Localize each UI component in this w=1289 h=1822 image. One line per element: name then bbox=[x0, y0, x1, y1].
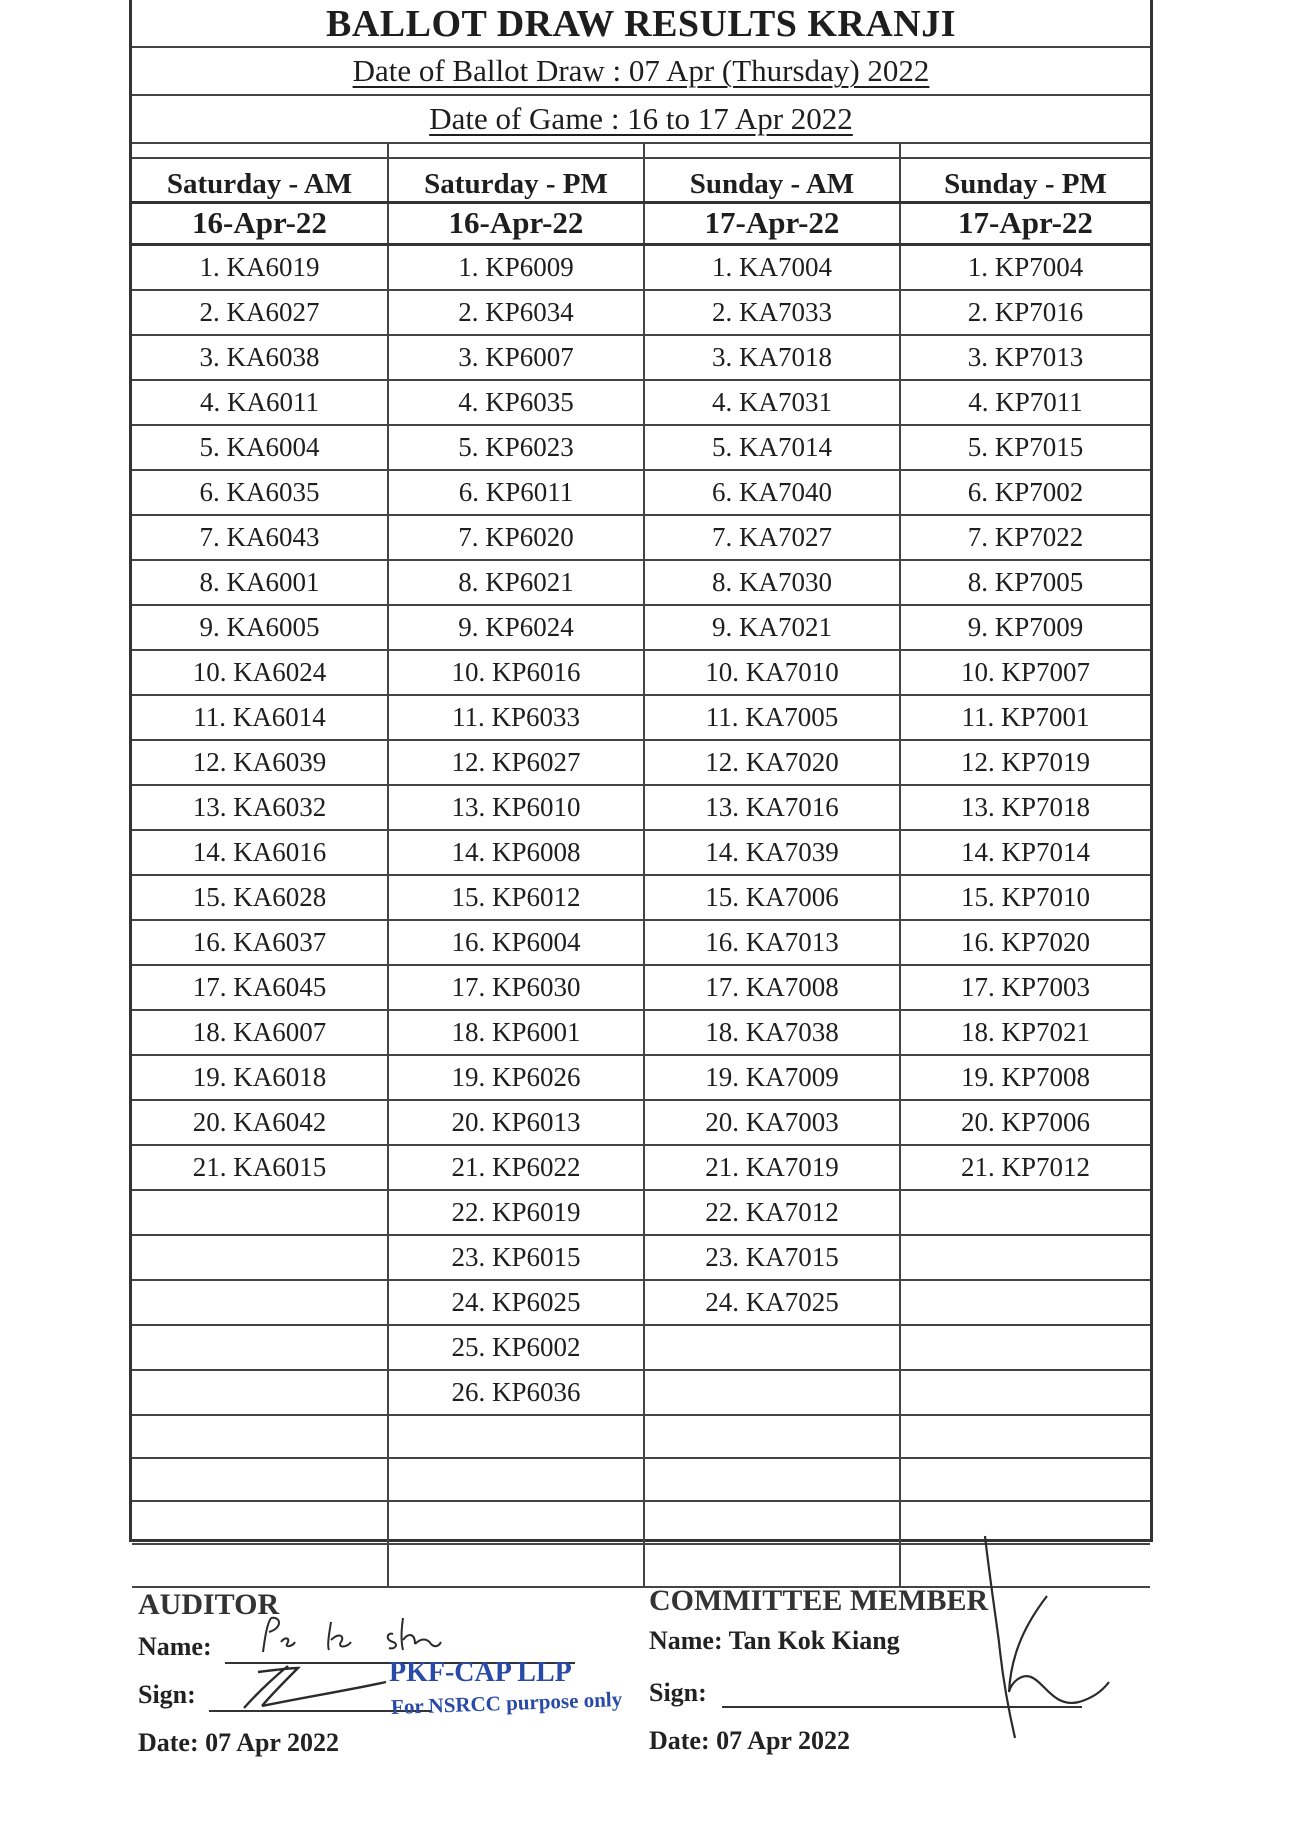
table-row bbox=[132, 560, 1150, 605]
table-row bbox=[132, 380, 1150, 425]
ballot-entry-cell: 24. KP6025 bbox=[388, 1280, 644, 1325]
ballot-entry-cell: 24. KA7025 bbox=[644, 1280, 900, 1325]
auditor-date: Date: 07 Apr 2022 bbox=[138, 1728, 340, 1757]
committee-heading: COMMITTEE MEMBER bbox=[649, 1584, 989, 1617]
ballot-entry-cell: 15. KA6028 bbox=[132, 875, 388, 920]
ballot-entry-cell: 18. KA7038 bbox=[644, 1010, 900, 1055]
ballot-entry-cell: 20. KA6042 bbox=[132, 1100, 388, 1145]
ballot-entry-cell: 10. KA6024 bbox=[132, 650, 388, 695]
ballot-entry-cell bbox=[900, 1458, 1150, 1501]
ballot-entry-cell bbox=[388, 1501, 644, 1544]
ballot-entry-cell: 3. KP7013 bbox=[900, 335, 1150, 380]
ballot-entry-cell bbox=[132, 1544, 388, 1587]
ballot-entry-cell: 10. KP7007 bbox=[900, 650, 1150, 695]
ballot-entry-cell: 2. KP7016 bbox=[900, 290, 1150, 335]
table-row bbox=[132, 1100, 1150, 1145]
auditor-stamp-firm: PKF-CAP LLP bbox=[389, 1657, 572, 1688]
date-header-row bbox=[132, 202, 1150, 244]
ballot-entry-cell: 22. KP6019 bbox=[388, 1190, 644, 1235]
ballot-entry-cell: 23. KA7015 bbox=[644, 1235, 900, 1280]
game-date: Date of Game : 16 to 17 Apr 2022 bbox=[429, 101, 853, 136]
column-header-day: Sunday - PM bbox=[944, 167, 1107, 200]
ballot-entry-cell: 12. KP6027 bbox=[388, 740, 644, 785]
ballot-entry-cell: 4. KP6035 bbox=[388, 380, 644, 425]
ballot-entry-cell: 13. KA7016 bbox=[644, 785, 900, 830]
ballot-entry-cell: 7. KA6043 bbox=[132, 515, 388, 560]
ballot-entry-cell: 16. KA6037 bbox=[132, 920, 388, 965]
column-header-date: 16-Apr-22 bbox=[388, 202, 644, 244]
ballot-entry-cell: 14. KA7039 bbox=[644, 830, 900, 875]
ballot-entry-cell: 10. KP6016 bbox=[388, 650, 644, 695]
table-row bbox=[132, 650, 1150, 695]
ballot-entry-cell: 4. KP7011 bbox=[900, 380, 1150, 425]
ballot-entry-cell: 5. KA7014 bbox=[644, 425, 900, 470]
column-header-day: Sunday - AM bbox=[644, 158, 900, 202]
table-row bbox=[132, 1145, 1150, 1190]
ballot-entry-cell: 21. KA7019 bbox=[644, 1145, 900, 1190]
table-spacer-row bbox=[132, 144, 1150, 158]
ballot-entry-cell: 20. KA7003 bbox=[644, 1100, 900, 1145]
ballot-entry-cell: 26. KP6036 bbox=[388, 1370, 644, 1415]
ballot-entry-cell: 11. KP6033 bbox=[388, 695, 644, 740]
table-row bbox=[132, 830, 1150, 875]
table-row bbox=[132, 1010, 1150, 1055]
ballot-entry-cell bbox=[900, 1235, 1150, 1280]
ballot-entry-cell: 19. KA7009 bbox=[644, 1055, 900, 1100]
ballot-entry-cell: 15. KA7006 bbox=[644, 875, 900, 920]
ballot-entry-cell: 4. KA7031 bbox=[644, 380, 900, 425]
ballot-entry-cell: 15. KP7010 bbox=[900, 875, 1150, 920]
ballot-entry-cell: 6. KA6035 bbox=[132, 470, 388, 515]
table-row bbox=[132, 515, 1150, 560]
ballot-entry-cell: 8. KP6021 bbox=[388, 560, 644, 605]
table-row bbox=[132, 1415, 1150, 1458]
table-row bbox=[132, 1235, 1150, 1280]
auditor-signature bbox=[240, 1660, 390, 1712]
column-header-date: 16-Apr-22 bbox=[132, 202, 388, 244]
auditor-sign-label: Sign: bbox=[138, 1680, 196, 1709]
ballot-entry-cell: 12. KA7020 bbox=[644, 740, 900, 785]
ballot-entry-cell: 17. KA7008 bbox=[644, 965, 900, 1010]
ballot-entry-cell: 16. KA7013 bbox=[644, 920, 900, 965]
ballot-entry-cell bbox=[132, 1415, 388, 1458]
ballot-entry-cell: 7. KP6020 bbox=[388, 515, 644, 560]
ballot-entry-cell bbox=[644, 1370, 900, 1415]
table-row bbox=[132, 1370, 1150, 1415]
ballot-entry-cell: 1. KP6009 bbox=[388, 244, 644, 290]
committee-name: Name: Tan Kok Kiang bbox=[649, 1626, 900, 1655]
ballot-entry-cell: 5. KP7015 bbox=[900, 425, 1150, 470]
table-row bbox=[132, 1458, 1150, 1501]
ballot-entry-cell: 9. KA7021 bbox=[644, 605, 900, 650]
ballot-entry-cell: 5. KP6023 bbox=[388, 425, 644, 470]
ballot-entry-cell: 1. KP7004 bbox=[900, 244, 1150, 290]
ballot-entry-cell: 3. KA7018 bbox=[644, 335, 900, 380]
ballot-entry-cell bbox=[644, 1458, 900, 1501]
table-row bbox=[132, 1190, 1150, 1235]
ballot-entry-cell: 9. KP7009 bbox=[900, 605, 1150, 650]
ballot-entry-cell: 9. KA6005 bbox=[132, 605, 388, 650]
ballot-entry-cell: 19. KP7008 bbox=[900, 1055, 1150, 1100]
ballot-entry-cell: 20. KP7006 bbox=[900, 1100, 1150, 1145]
ballot-entry-cell: 12. KA6039 bbox=[132, 740, 388, 785]
ballot-entry-cell: 13. KP7018 bbox=[900, 785, 1150, 830]
ballot-entry-cell: 13. KP6010 bbox=[388, 785, 644, 830]
ballot-entry-cell: 2. KP6034 bbox=[388, 290, 644, 335]
table-row bbox=[132, 875, 1150, 920]
ballot-entry-cell bbox=[132, 1190, 388, 1235]
table-row bbox=[132, 244, 1150, 290]
table-row bbox=[132, 425, 1150, 470]
ballot-entry-cell bbox=[132, 1235, 388, 1280]
table-row bbox=[132, 605, 1150, 650]
game-date-row bbox=[132, 96, 1150, 144]
ballot-entry-cell: 11. KP7001 bbox=[900, 695, 1150, 740]
ballot-results-sheet bbox=[129, 0, 1153, 1542]
table-row bbox=[132, 785, 1150, 830]
ballot-entry-cell: 2. KA7033 bbox=[644, 290, 900, 335]
table-row bbox=[132, 1055, 1150, 1100]
ballot-entry-cell bbox=[644, 1415, 900, 1458]
ballot-entry-cell: 8. KA6001 bbox=[132, 560, 388, 605]
ballot-entry-cell: 21. KP7012 bbox=[900, 1145, 1150, 1190]
table-row bbox=[132, 470, 1150, 515]
column-header-day: Saturday - PM bbox=[388, 158, 644, 202]
ballot-entry-cell: 14. KP6008 bbox=[388, 830, 644, 875]
table-row bbox=[132, 335, 1150, 380]
ballot-entry-cell: 18. KP6001 bbox=[388, 1010, 644, 1055]
table-row bbox=[132, 965, 1150, 1010]
ballot-entry-cell bbox=[132, 1458, 388, 1501]
ballot-entry-cell: 7. KA7027 bbox=[644, 515, 900, 560]
ballot-entry-cell: 10. KA7010 bbox=[644, 650, 900, 695]
ballot-entry-cell bbox=[132, 1325, 388, 1370]
ballot-entry-cell bbox=[388, 1458, 644, 1501]
ballot-entry-cell: 3. KP6007 bbox=[388, 335, 644, 380]
ballot-entry-cell bbox=[644, 1325, 900, 1370]
column-header-date: 17-Apr-22 bbox=[900, 202, 1150, 244]
table-row bbox=[132, 920, 1150, 965]
ballot-entry-cell bbox=[644, 1501, 900, 1544]
session-header-row bbox=[132, 158, 1150, 202]
ballot-entry-cell: 18. KP7021 bbox=[900, 1010, 1150, 1055]
ballot-entry-cell: 7. KP7022 bbox=[900, 515, 1150, 560]
ballot-entry-cell: 6. KP7002 bbox=[900, 470, 1150, 515]
auditor-name-label: Name: bbox=[138, 1632, 212, 1661]
ballot-entry-cell: 21. KP6022 bbox=[388, 1145, 644, 1190]
ballot-entry-cell: 3. KA6038 bbox=[132, 335, 388, 380]
ballot-entry-cell: 21. KA6015 bbox=[132, 1145, 388, 1190]
ballot-entry-cell: 6. KA7040 bbox=[644, 470, 900, 515]
ballot-entry-cell bbox=[900, 1415, 1150, 1458]
auditor-stamp-note: For NSRCC purpose only bbox=[390, 1686, 623, 1720]
committee-signature bbox=[975, 1532, 1115, 1742]
ballot-entry-cell: 8. KP7005 bbox=[900, 560, 1150, 605]
ballot-entry-cell: 12. KP7019 bbox=[900, 740, 1150, 785]
table-row bbox=[132, 695, 1150, 740]
ballot-entry-cell: 22. KA7012 bbox=[644, 1190, 900, 1235]
ballot-entry-cell bbox=[132, 1370, 388, 1415]
ballot-entry-cell bbox=[132, 1280, 388, 1325]
column-header-date: 17-Apr-22 bbox=[644, 202, 900, 244]
ballot-entry-cell: 9. KP6024 bbox=[388, 605, 644, 650]
column-header-day: Saturday - AM bbox=[132, 158, 388, 202]
ballot-entry-cell: 16. KP6004 bbox=[388, 920, 644, 965]
ballot-entry-cell bbox=[900, 1190, 1150, 1235]
table-row bbox=[132, 290, 1150, 335]
ballot-entry-cell bbox=[132, 1501, 388, 1544]
ballot-entry-cell: 2. KA6027 bbox=[132, 290, 388, 335]
document-title: BALLOT DRAW RESULTS KRANJI bbox=[132, 0, 1150, 48]
ballot-entry-cell bbox=[900, 1325, 1150, 1370]
ballot-entry-cell: 15. KP6012 bbox=[388, 875, 644, 920]
ballot-entries bbox=[132, 244, 1150, 1587]
ballot-entry-cell: 1. KA7004 bbox=[644, 244, 900, 290]
committee-sign-label: Sign: bbox=[649, 1678, 707, 1707]
auditor-name-handwriting bbox=[255, 1612, 445, 1658]
ballot-entry-cell: 19. KA6018 bbox=[132, 1055, 388, 1100]
ballot-entry-cell bbox=[388, 1544, 644, 1587]
ballot-entry-cell bbox=[900, 1370, 1150, 1415]
ballot-entry-cell: 5. KA6004 bbox=[132, 425, 388, 470]
ballot-entry-cell: 25. KP6002 bbox=[388, 1325, 644, 1370]
ballot-entry-cell: 23. KP6015 bbox=[388, 1235, 644, 1280]
ballot-entry-cell: 6. KP6011 bbox=[388, 470, 644, 515]
ballot-entry-cell bbox=[388, 1415, 644, 1458]
ballot-entry-cell: 8. KA7030 bbox=[644, 560, 900, 605]
ballot-entry-cell: 19. KP6026 bbox=[388, 1055, 644, 1100]
ballot-entry-cell: 16. KP7020 bbox=[900, 920, 1150, 965]
table-row bbox=[132, 1325, 1150, 1370]
ballot-entry-cell: 17. KP7003 bbox=[900, 965, 1150, 1010]
ballot-entry-cell: 1. KA6019 bbox=[132, 244, 388, 290]
ballot-entry-cell bbox=[644, 1544, 900, 1587]
ballot-draw-date: Date of Ballot Draw : 07 Apr (Thursday) 2022 bbox=[352, 53, 930, 88]
table-row bbox=[132, 1280, 1150, 1325]
committee-date: Date: 07 Apr 2022 bbox=[649, 1726, 851, 1755]
ballot-entry-cell: 13. KA6032 bbox=[132, 785, 388, 830]
ballot-results-table bbox=[132, 144, 1150, 1588]
ballot-entry-cell: 11. KA7005 bbox=[644, 695, 900, 740]
ballot-entry-cell: 17. KA6045 bbox=[132, 965, 388, 1010]
auditor-heading: AUDITOR bbox=[138, 1588, 280, 1621]
ballot-entry-cell: 20. KP6013 bbox=[388, 1100, 644, 1145]
ballot-entry-cell: 14. KA6016 bbox=[132, 830, 388, 875]
table-row bbox=[132, 740, 1150, 785]
ballot-entry-cell: 14. KP7014 bbox=[900, 830, 1150, 875]
ballot-entry-cell: 18. KA6007 bbox=[132, 1010, 388, 1055]
ballot-entry-cell: 17. KP6030 bbox=[388, 965, 644, 1010]
ballot-entry-cell bbox=[900, 1280, 1150, 1325]
ballot-entry-cell: 11. KA6014 bbox=[132, 695, 388, 740]
ballot-entry-cell: 4. KA6011 bbox=[132, 380, 388, 425]
ballot-draw-date-row bbox=[132, 48, 1150, 96]
